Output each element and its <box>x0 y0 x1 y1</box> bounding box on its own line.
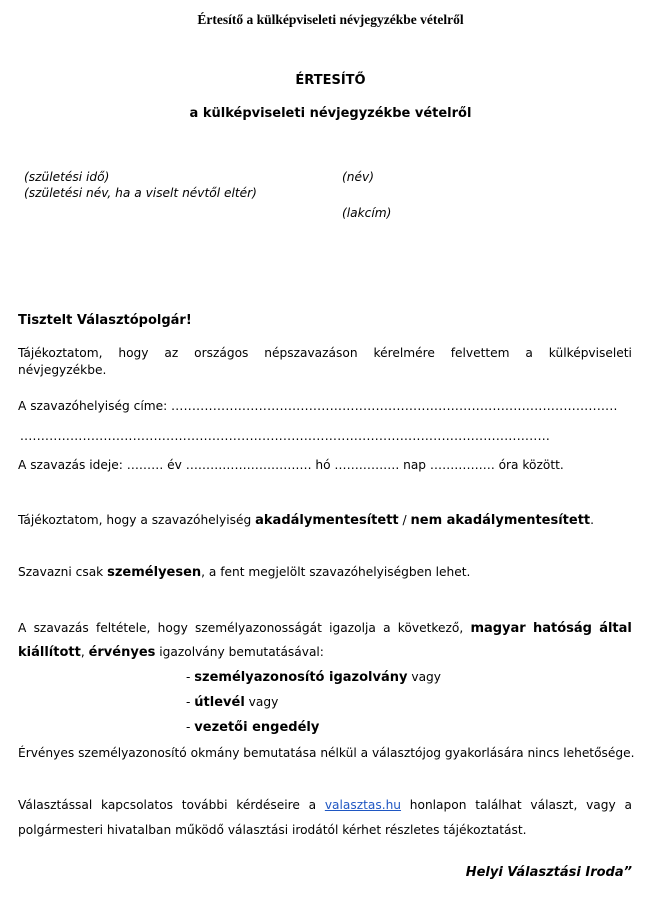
polling-address-line <box>18 399 618 413</box>
birth-name-label: (születési név, ha a viselt névtől eltér) <box>24 186 257 200</box>
contact-line1 <box>18 798 632 812</box>
list-item <box>186 670 441 685</box>
condition-line1 <box>18 621 632 636</box>
word: Választással <box>18 798 93 812</box>
option-separator: / <box>398 513 411 527</box>
word: a <box>624 798 632 812</box>
month-label: hó <box>315 458 331 472</box>
word: hogy <box>157 621 188 635</box>
birth-date-label: (születési idő) <box>24 170 110 184</box>
day-blank: ……………. <box>334 458 400 472</box>
word: igazolja <box>329 621 376 635</box>
id-warning: Érvényes személyazonosító okmány bemutatása nélkül a választójog gyakorlására nincs lehetősége. <box>18 746 635 760</box>
word: országos <box>194 346 249 360</box>
accessibility-line <box>18 513 594 528</box>
voting-time-line <box>18 458 564 472</box>
voting-time-label: A szavazás ideje: <box>18 458 123 472</box>
word: választ, <box>530 798 578 812</box>
polling-address-blank-2: ............................................................................................................................... <box>20 429 551 443</box>
page-header-title: Értesítő a külképviseleti névjegyzékbe vételről <box>197 12 464 27</box>
word: további <box>181 798 228 812</box>
word: a <box>308 798 317 812</box>
year-label: év <box>167 458 182 472</box>
accessibility-text: Tájékoztatom, hogy a szavazóhelyiség <box>18 513 252 527</box>
issued-emphasis: kiállított <box>18 645 81 660</box>
word: a <box>525 346 533 360</box>
word: az <box>164 346 179 360</box>
valid-emphasis: érvényes <box>88 645 156 660</box>
accessible-option: akadálymentesített <box>255 513 399 528</box>
paragraph-registration-line1 <box>18 346 632 360</box>
hour-blank: ……………. <box>429 458 495 472</box>
word: személyazonosságát <box>195 621 322 635</box>
condition-line2 <box>18 645 324 660</box>
word: külképviseleti <box>548 346 632 360</box>
address-label: (lakcím) <box>342 206 392 220</box>
separator: , <box>80 645 89 659</box>
word-bold: által <box>599 621 632 636</box>
list-suffix: vagy <box>244 695 279 709</box>
personal-voting-rest: , a fent megjelölt szavazóhelyiségben lehet. <box>201 565 471 579</box>
personal-voting-line <box>18 565 470 580</box>
word: találhat <box>475 798 522 812</box>
paragraph-registration-line2: névjegyzékbe. <box>18 363 107 377</box>
hours-label: óra között. <box>498 458 564 472</box>
list-dash: - <box>186 720 195 734</box>
list-dash: - <box>186 670 195 684</box>
drivers-license-label: vezetői engedély <box>194 720 320 735</box>
contact-line2: polgármesteri hivatalban működő választási irodától kérhet részletes tájékoztatást. <box>18 823 527 837</box>
list-dash: - <box>186 695 195 709</box>
word: feltétele, <box>95 621 151 635</box>
polling-address-label: A szavazóhelyiség címe: <box>18 399 168 413</box>
document-subtitle: a külképviseleti névjegyzékbe vételről <box>189 106 472 121</box>
word: A <box>18 621 27 635</box>
word: szavazás <box>33 621 89 635</box>
personally-emphasis: személyesen <box>107 565 202 580</box>
valasztas-link[interactable]: valasztas.hu <box>324 798 402 812</box>
id-card-label: személyazonosító igazolvány <box>194 670 408 685</box>
word-bold: magyar <box>470 621 526 636</box>
word: kérelmére <box>373 346 435 360</box>
word: vagy <box>586 798 616 812</box>
polling-address-blank: ........................................................................................................... <box>171 399 618 413</box>
signature: Helyi Választási Iroda” <box>465 865 632 880</box>
day-label: nap <box>403 458 427 472</box>
year-blank: ……… <box>126 458 164 472</box>
salutation: Tisztelt Választópolgár! <box>18 313 192 328</box>
month-blank: …………………………. <box>185 458 312 472</box>
name-label: (név) <box>342 170 374 184</box>
list-suffix: vagy <box>407 670 441 684</box>
not-accessible-option: nem akadálymentesített <box>410 513 591 528</box>
passport-label: útlevél <box>194 695 245 710</box>
list-item <box>186 720 319 735</box>
word: felvettem <box>450 346 510 360</box>
list-item <box>186 695 278 710</box>
word: következő, <box>397 621 464 635</box>
word: kapcsolatos <box>101 798 173 812</box>
word: hogy <box>118 346 149 360</box>
word: népszavazáson <box>264 346 358 360</box>
period: . <box>590 513 595 527</box>
personal-voting-text: Szavazni csak <box>18 565 104 579</box>
word: kérdéseire <box>236 798 300 812</box>
document-title: ÉRTESÍTŐ <box>295 73 366 88</box>
word: a <box>383 621 391 635</box>
word: Tájékoztatom, <box>18 346 103 360</box>
word: honlapon <box>409 798 467 812</box>
word-bold: hatóság <box>532 621 592 636</box>
condition-rest: igazolvány bemutatásával: <box>155 645 324 659</box>
